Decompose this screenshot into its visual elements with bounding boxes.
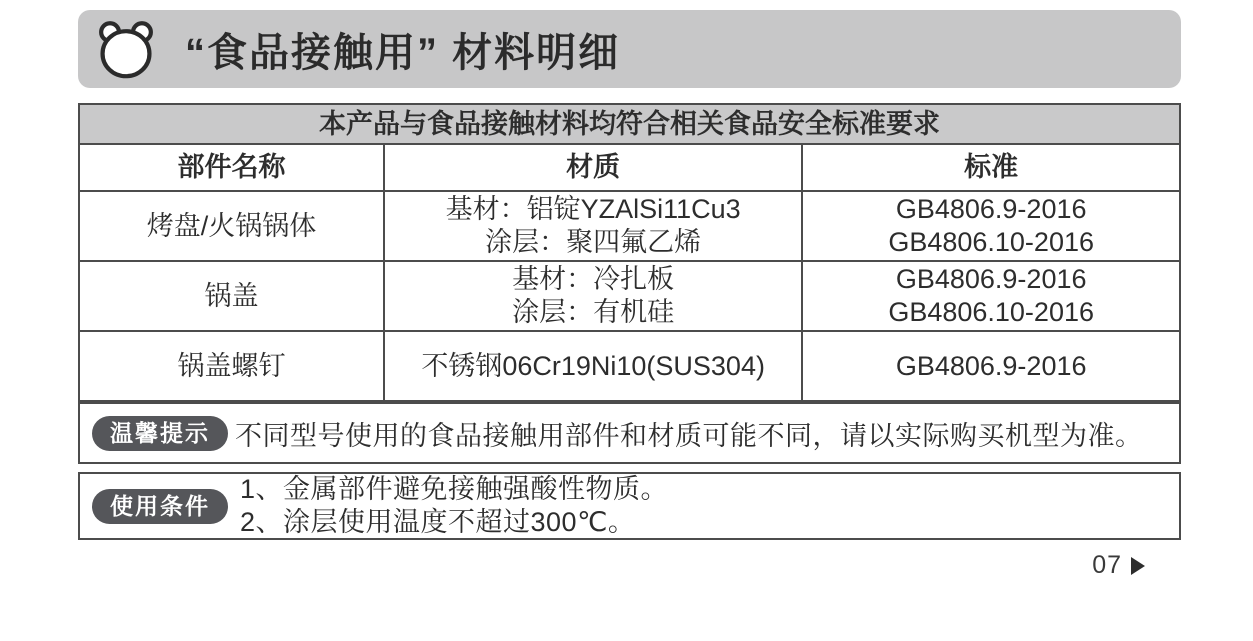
standard-line: GB4806.9-2016 — [895, 264, 1087, 294]
condition-line: 2、涂层使用温度不超过300℃。 — [240, 507, 636, 537]
tips-badge: 温馨提示 — [92, 416, 228, 451]
material-line: 涂层：聚四氟乙烯 — [485, 227, 702, 257]
page-header — [78, 10, 1181, 88]
page-title: “食品接触用” 材料明细 — [185, 30, 621, 75]
condition-line: 1、金属部件避免接触强酸性物质。 — [240, 474, 669, 504]
material-line: 涂层：有机硅 — [512, 297, 675, 327]
standard-cell — [802, 191, 1180, 261]
column-header-material: 材质 — [384, 144, 802, 191]
standard-line: GB4806.10-2016 — [888, 297, 1094, 327]
tips-text: 不同型号使用的食品接触用部件和材质可能不同，请以实际购买机型为准。 — [235, 420, 1143, 451]
table-header-row — [79, 144, 1180, 191]
table-row — [79, 261, 1180, 331]
material-line: 基材：铝锭YZAlSi11Cu3 — [445, 194, 741, 224]
part-name-cell: 锅盖螺钉 — [79, 331, 384, 401]
standard-cell: GB4806.9-2016 — [802, 331, 1180, 401]
page-number: 07 — [1092, 551, 1122, 579]
standard-line: GB4806.9-2016 — [895, 194, 1087, 224]
material-line: 基材：冷扎板 — [512, 264, 675, 294]
column-header-standard: 标准 — [802, 144, 1180, 191]
column-header-part: 部件名称 — [79, 144, 384, 191]
material-cell — [384, 261, 802, 331]
part-name-cell: 烤盘/火锅锅体 — [79, 191, 384, 261]
table-caption: 本产品与食品接触材料均符合相关食品安全标准要求 — [79, 104, 1180, 144]
standard-cell — [802, 261, 1180, 331]
material-cell: 不锈钢06Cr19Ni10(SUS304) — [384, 331, 802, 401]
standard-line: GB4806.10-2016 — [888, 227, 1094, 257]
table-caption-row — [79, 104, 1180, 144]
bear-icon — [95, 18, 157, 80]
next-page-arrow-icon — [1131, 557, 1145, 575]
material-cell — [384, 191, 802, 261]
usage-conditions-section — [78, 472, 1181, 540]
materials-table — [78, 103, 1181, 402]
table-row — [79, 331, 1180, 401]
page-footer — [1092, 551, 1145, 580]
table-row — [79, 191, 1180, 261]
page-content — [78, 10, 1181, 540]
usage-conditions-list — [240, 473, 668, 539]
tips-section — [78, 402, 1181, 464]
part-name-cell: 锅盖 — [79, 261, 384, 331]
usage-conditions-badge: 使用条件 — [92, 489, 228, 524]
